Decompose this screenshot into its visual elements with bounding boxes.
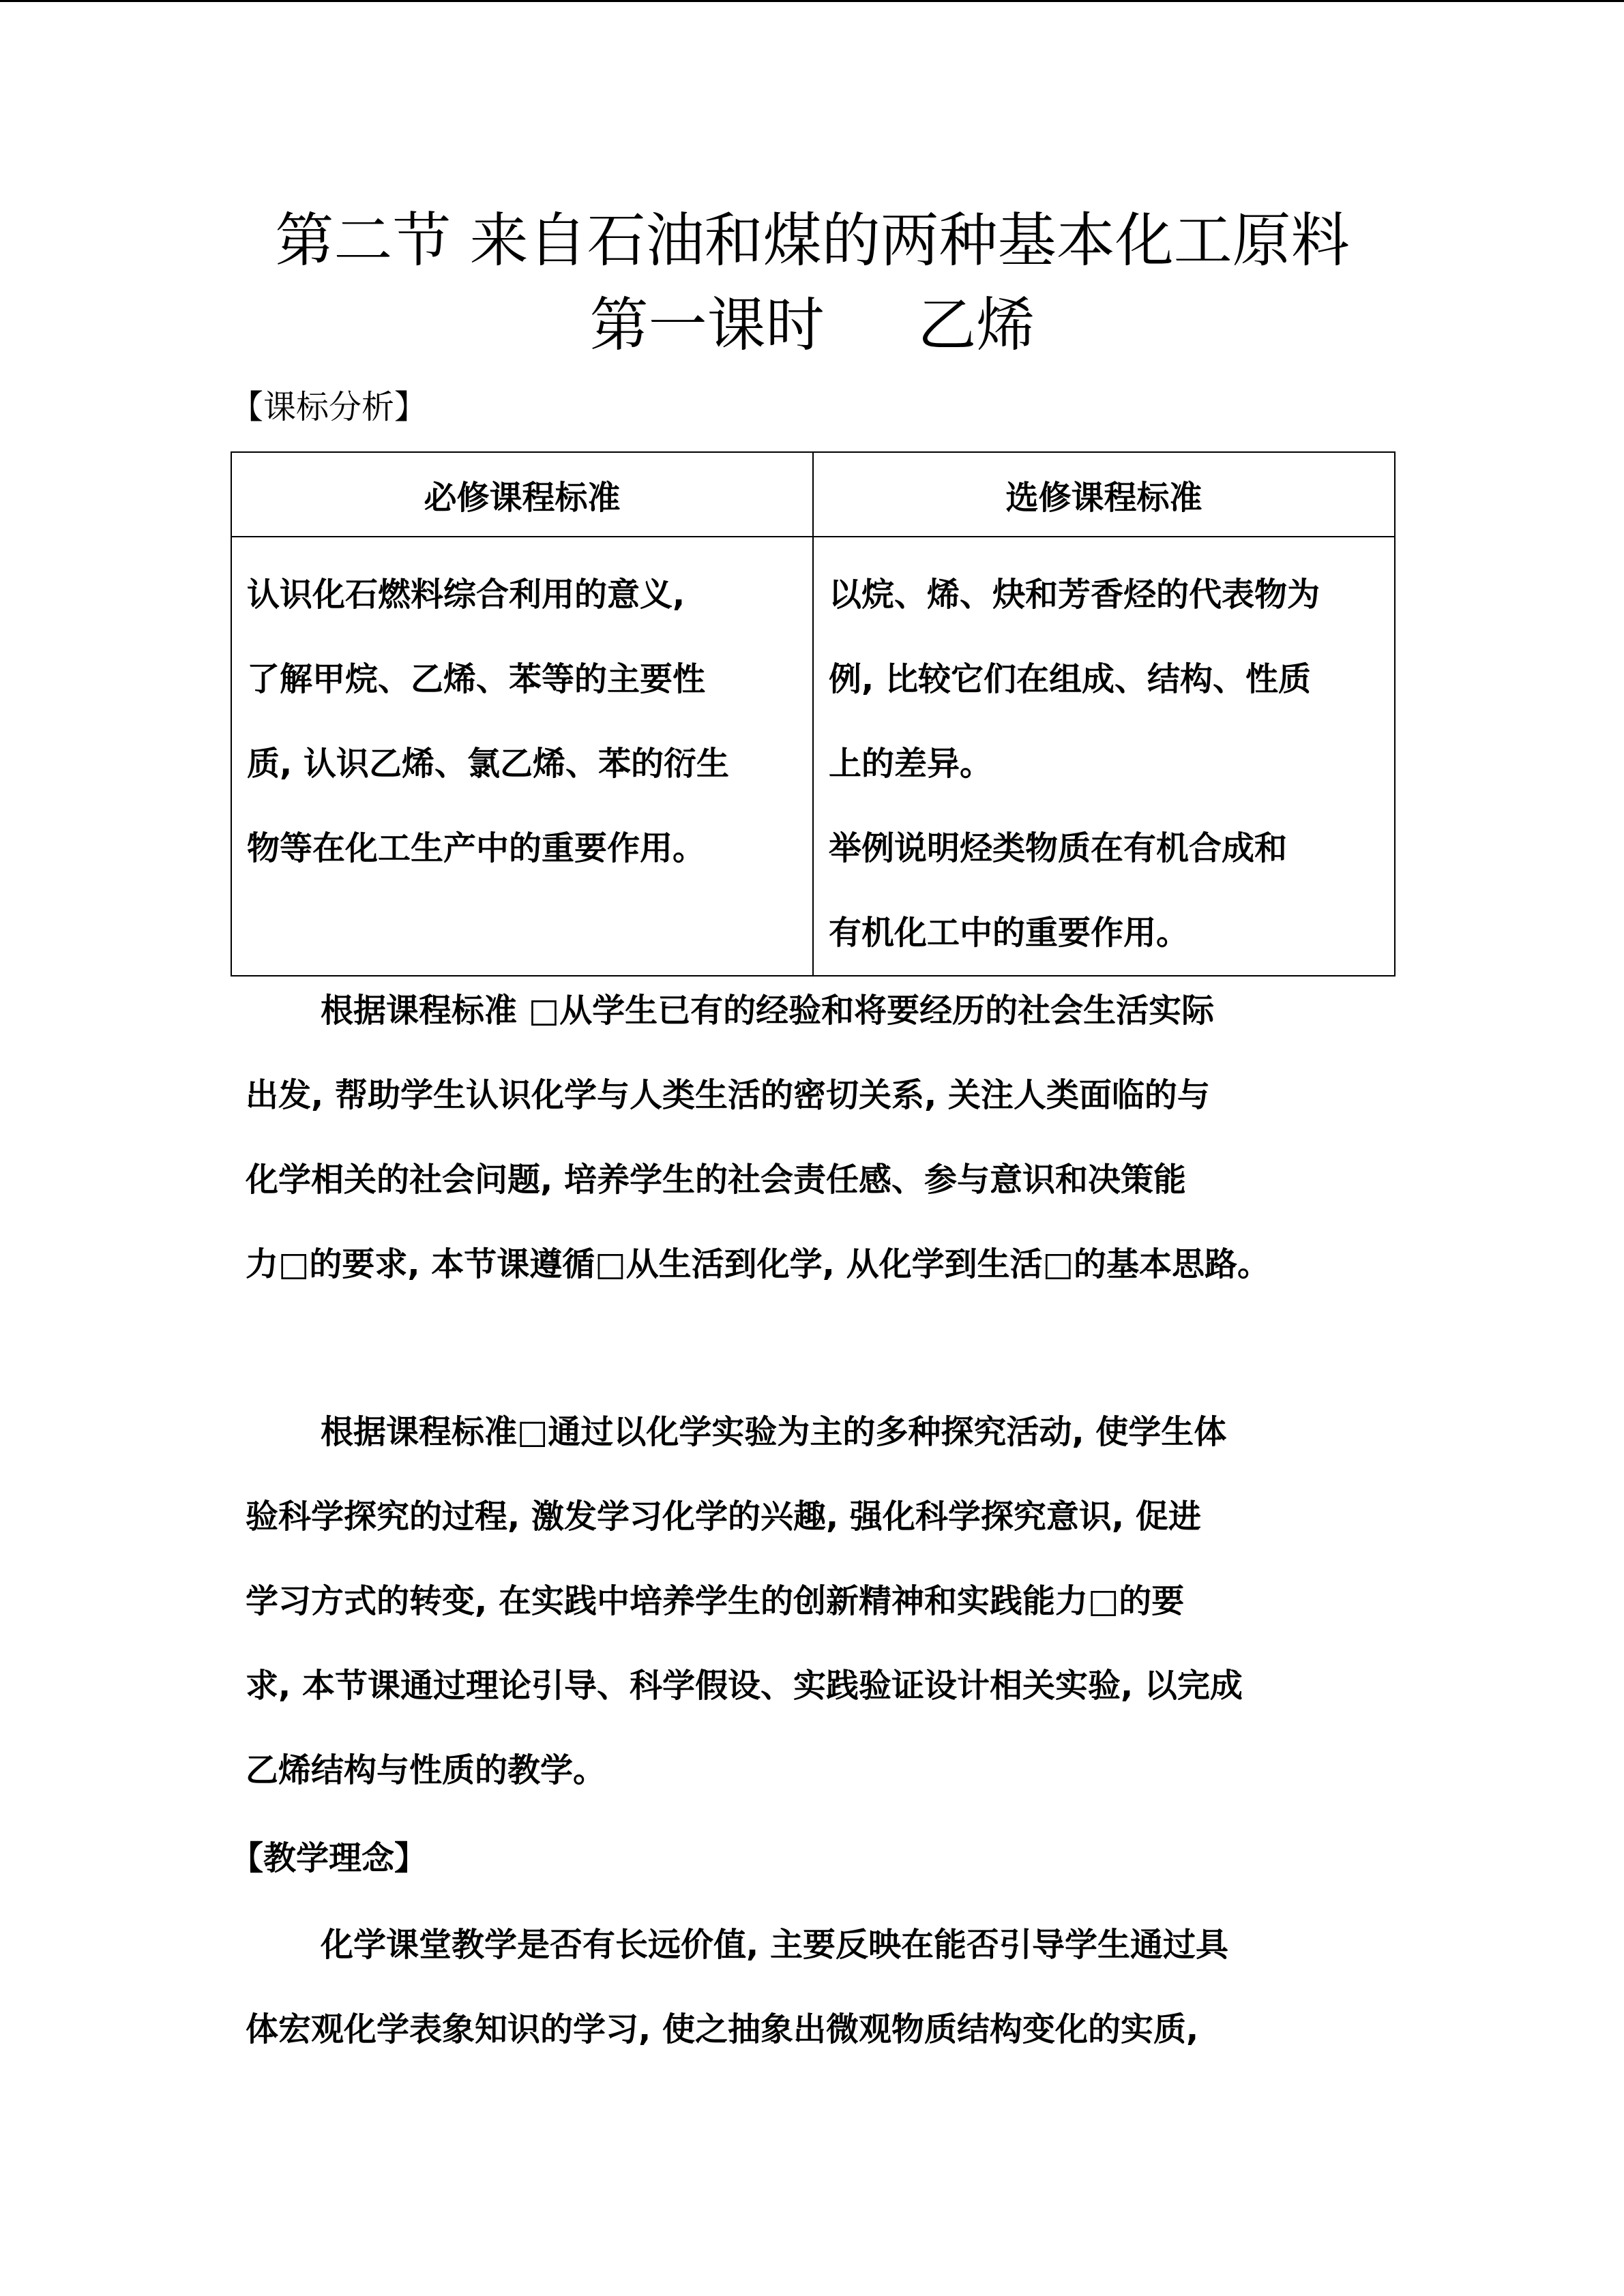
paragraph-teaching-philosophy bbox=[246, 1903, 1394, 2072]
paragraph-line: 求, 本节课通过理论引导、科学假设、实践验证设计相关实验, 以完成 bbox=[246, 1667, 1243, 1705]
paragraph-line: 化学相关的社会问题, 培养学生的社会责任感、参与意识和决策能 bbox=[246, 1161, 1186, 1199]
required-standard-cell bbox=[231, 537, 813, 976]
elective-line: 例, 比较它们在组成、结构、性质 bbox=[829, 660, 1311, 698]
paragraph-line: 验科学探究的过程, 激发学习化学的兴趣, 强化科学探究意识, 促进 bbox=[246, 1497, 1201, 1536]
elective-line: 举例说明烃类物质在有机合成和 bbox=[829, 829, 1288, 867]
required-line: 物等在化工生产中的重要作用。 bbox=[247, 829, 706, 867]
required-line: 了解甲烷、乙烯、苯等的主要性 bbox=[247, 660, 706, 698]
required-line: 认识化石燃料综合利用的意义, bbox=[247, 576, 685, 614]
elective-line: 以烷、烯、炔和芳香烃的代表物为 bbox=[829, 576, 1320, 614]
paragraph-line: 学习方式的转变, 在实践中培养学生的创新精神和实践能力□的要 bbox=[246, 1582, 1185, 1620]
section-heading-philosophy: 【教学理念】 bbox=[231, 1839, 428, 1877]
table-row bbox=[231, 537, 1395, 976]
paragraph-line: 化学课堂教学是否有长远价值, 主要反映在能否引导学生通过具 bbox=[321, 1926, 1228, 1964]
paragraph-curriculum-life bbox=[246, 968, 1394, 1307]
paragraph-line: 乙烯结构与性质的教学。 bbox=[246, 1751, 606, 1789]
elective-line: 有机化工中的重要作用。 bbox=[829, 914, 1190, 952]
paragraph-line: 根据课程标准 □从学生已有的经验和将要经历的社会生活实际 bbox=[321, 992, 1215, 1030]
header-required-standard: 必修课程标准 bbox=[231, 452, 813, 537]
lesson-subtitle: 第一课时 乙烯 bbox=[589, 291, 1035, 359]
elective-standard-cell bbox=[813, 537, 1395, 976]
table-header-row bbox=[231, 452, 1395, 537]
paragraph-line: 出发, 帮助学生认识化学与人类生活的密切关系, 关注人类面临的与 bbox=[246, 1076, 1210, 1114]
curriculum-standards-table bbox=[231, 451, 1396, 976]
elective-line: 上的差异。 bbox=[829, 745, 993, 783]
document-title: 第二节 来自石油和煤的两种基本化工原料 bbox=[275, 207, 1350, 275]
page-top-border bbox=[0, 0, 1624, 2]
paragraph-curriculum-inquiry bbox=[246, 1390, 1394, 1813]
required-line: 质, 认识乙烯、氯乙烯、苯的衍生 bbox=[247, 745, 729, 783]
paragraph-line: 根据课程标准□通过以化学实验为主的多种探究活动, 使学生体 bbox=[321, 1413, 1227, 1451]
section-heading-standards: 【课标分析】 bbox=[231, 388, 428, 426]
paragraph-line: 体宏观化学表象知识的学习, 使之抽象出微观物质结构变化的实质, bbox=[246, 2010, 1199, 2048]
paragraph-line: 力□的要求, 本节课遵循□从生活到化学, 从化学到生活□的基本思路。 bbox=[246, 1245, 1270, 1283]
header-elective-standard: 选修课程标准 bbox=[813, 452, 1395, 537]
